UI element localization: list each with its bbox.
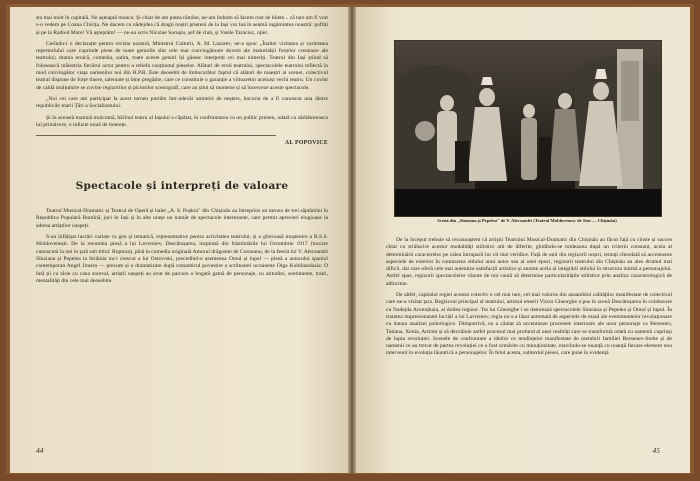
paragraph: De la început trebuie să recunoaștem că artiștii Teatrului Musical-Dramatic din Chișinău au făcut față cu cinste și succes chiar cu strălucire acestor modalități stilistice atît de diferite, ghidîndu-se totdeauna după un criteriu constant, acela al determinării caracterelor pe calea întruparii lor cît mai veridice. Față de unii din regizorii noștri, tentați cîteodată să accentueze aspectele de exterior în conturarea stilului unui autor sau al unei epoci, regizorii teatrului din Chișinău au ales drumul mai dificil, dar care oferă cele mai autentice satisfacții artistice și anume acela al integrării stilului în structura intimă a personajului. Astfel spus, regizorii spectacolelor văzute de noi caută să determine particularitățile stilistice prin analiza caracterologică de adîncime. — [386, 237, 672, 287]
left-column — [36, 15, 328, 289]
paragraph: „Noi cei care am participat la acest turneu purtăm într-adevăr amintiri de neșters, bucuria de a fi cunoscut una dintre republicile marii Țări a Socialismului. — [36, 95, 328, 110]
book-spread — [6, 4, 694, 474]
right-column — [386, 237, 672, 362]
book-gutter — [348, 7, 356, 473]
stage-photo — [394, 40, 662, 217]
paragraph: De altfel, capitalul regiei acestui colectiv e cel mai tare, cel mai valoros din ansamblul calităților manifestate de colectivul care ne-a vizitat țara. Regizorul principal al teatrului, artistul emerit Victor Gheorghe a pus în scenă Descătușarea în colaborare cu Nadejda Aronoțkaia, al doilea regizor. Tot lui Gheorghe i se datorează spectacolele Sînziana și Pepelea și Omul și lupul. În tratarea impresionantei lucrări a lui Lavreniev, regia nu s-a lăsat antrenată de aspectele de masă ale evenimentelor revoluționare cu dauna analizei psihologice. Dimpotrivă, ea a căutat să accentueze procesele interioare ale unor personaje ca Bersenev, Tatiana, Xenia, Artiom și să dezvăluie astfel procesul mai profund al unei realități care se transformă odată cu oamenii cuprinși de lupta revoluției. Scenele de confruntare a ideilor ce tendințelor manifestate de membrii familiei Bersenev-Stube și de oamenii ce au trecut de partea revoluției ce o fost urmărite cu minuțiozitate, marcîndu-se nuanță cu nuanță fiecare element nou intervenit în evoluția lăuntrică a personajelor. În felul acesta, subtextul piesei, care pune în evidență — [386, 292, 672, 357]
right-page — [356, 7, 690, 473]
divider — [36, 135, 276, 136]
page-number: 44 — [36, 446, 44, 455]
page-number: 45 — [652, 446, 660, 455]
article-heading: Spectacole și interpreți de valoare — [75, 180, 289, 193]
paragraph: S-au înfățișat lucrări variate ca gen și tematică, reprezentative pentru activitatea teatrului, și o glorioasă moștenire a R.S.S. Moldovenești. De la renumita piesă a lui Lavreniev, Descătușarea, inspirată din frămîntările lui Octombrie 1917 (lucrare cunoscută la noi în țară sub titlul: Ruptura), pînă la comedia originală Amurul drăgostei de Corneanu, de la feeria lui V. Alecsandri Sînziana și Pepelea la Străinia nu-i crescut a lui Ostrovski, precedînd-o asemenea Omul și lupul — piesă a autorului spaniol contemporan Angel Jimera — precum și o dramatizare după romanticul povestire a scriitoarei ucrainene Olga Kobilianskaia: O fată ții cu tărie cu cana soreval, artiștii oaspeți au avut de parcurs o bogată gamă de personaje, cu atitudini, sentimente, trairi, mentalități din cele mai deosebite. — [36, 234, 328, 284]
author-signature: AL POPOVICE — [284, 140, 328, 147]
left-page — [10, 7, 348, 473]
paragraph: sta mai mult în capitală. Ne așteaptă munca. Și chiar de am putea rămîne, ne-am îndoim să facem rost de bilete... că tare am fi vrut s-o vedem pe Coana Chirița. Ne ducem cu nădejdea că dragii noștri prieteni de la Iași vor lua în seamă rugămintea noastră: poftiți și pe la Radiod Mare! Vă așteptăm! — ne-au scris Nicolae Suruşiu, șef de club, și Vasile Taraciuc, oțier. — [36, 15, 328, 36]
photo-caption: Scenă din „Sînziana și Pepelea" de V. Alecsandri (Teatrul Moldovenesc de Stat — Chișinău) — [437, 218, 617, 223]
paragraph: Teatrul Musical-Dramatic și Teatrul de Operă și balet „A. S. Pușkin" din Chișinău au întreprins un turneu de trei săptămîni în Republica Populară Romînă, juci în Iași și în alte orașe un număr de spectacole interesante, care permit aprecieri elogioase la adresa artiștilor oaspeți. — [36, 208, 328, 229]
paragraph: Cerîndu-i o declarație pentru revista noastră, Ministrul Culturii, A. M. Lazarev, ne-a spus: „Înaltei vizitatea și varietatea repertoriului care cuprinde piese de toate genurile sînt cele mai convingătoare dovezi ale maturității forțelor creatoare ale teatrului; drama eroică, comedia, satira, toate aceste genuri își găsesc interpreți cei mai nimeriți. Teatrul din Iași știind să folosească măiestria fiecărui actor pentru a reliefa conținutul pieselor. Alături de eroii teatrului, spectacolele teatrului reflectă în mod convingător viața oamenilor noi din R.P.R. Este deosebit de îmbucurător faptul că alături de maeștri ai scenei, colectivul teatral dispune de forțe tinere, talentate și bine pregătite, care ce constituie o garanție a viitoarelor aceluiși vechi teatru. Un cuvînt de caldă mulțumire se cuvine regizorilor și pictorilor scenografi, care au știut să monteze și să încerceze aceste spectacole. — [36, 40, 328, 91]
paragraph: Și în această toamnă molcomă, bărînul teatru al Iașului a căpătat, în confruntarea cu un public prieten, odată cu sărbătoreasca lui primăvere, o infuzie nouă de tinerețe. — [36, 114, 328, 128]
